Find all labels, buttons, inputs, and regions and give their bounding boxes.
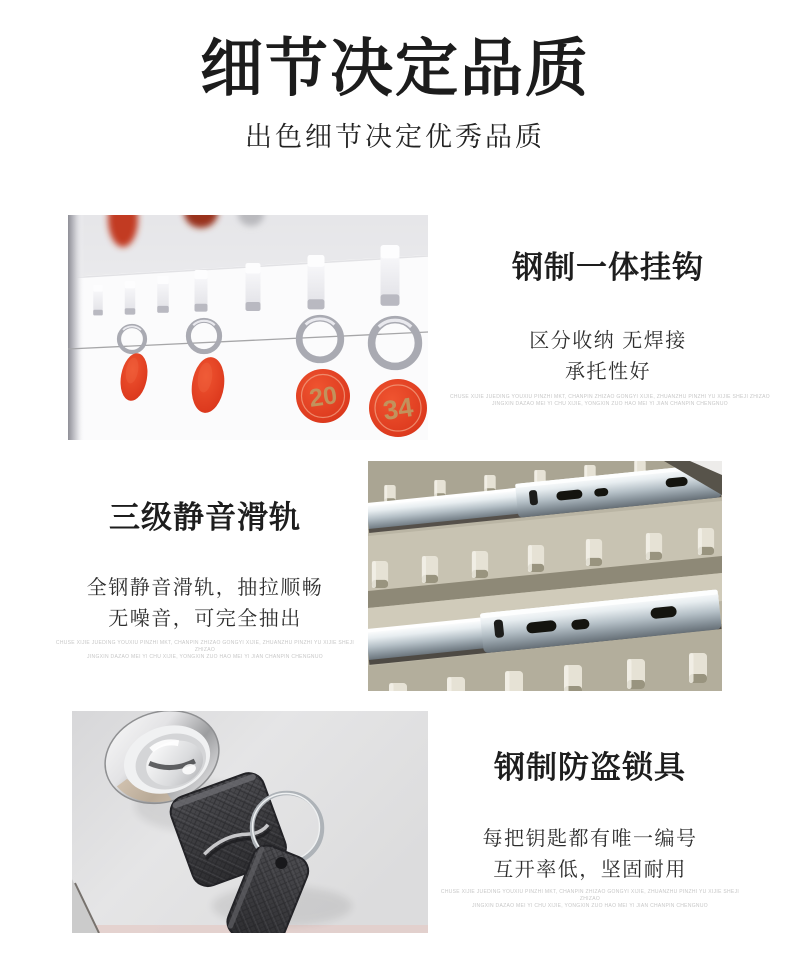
desc-line: 无噪音，可完全抽出 [108,608,302,630]
fine-print: CHUSE XIJIE JUEDING YOUXIU PINZHI MKT, CHANPIN ZHIZAO GONGYI XIJIE, ZHUANZHU PINZHI YU XIJIE SHEJI ZHIZAO JINGXIN DAZAO MEI YI CHU XIJIE, YONGXIN ZUO HAO MEI YI JIAN CHANPIN CHENGNUO [450,394,770,407]
feature-heading-rails: 三级静音滑轨 [109,500,301,535]
tag-number: 34 [381,392,416,426]
desc-line: 全钢静音滑轨，抽拉顺畅 [86,577,324,599]
page-subtitle: 出色细节决定优秀品质 [245,122,545,152]
lock-and-keys-photo [72,711,428,933]
key-tag-34 [369,379,427,437]
feature-desc-rails [30,573,380,635]
key-hooks-illustration [68,215,428,440]
slide-rails-illustration [368,461,722,691]
tag-number: 20 [307,381,339,413]
lock-illustration [72,711,428,933]
feature-desc-hooks [430,326,786,388]
desc-line: 区分收纳 无焊接 [529,330,687,352]
fine-print: CHUSE XIJIE JUEDING YOUXIU PINZHI MKT, CHANPIN ZHIZAO GONGYI XIJIE, ZHUANZHU PINZHI YU XIJIE SHEJI ZHIZAO JINGXIN DAZAO MEI YI CHU XIJIE, YONGXIN ZUO HAO MEI YI JIAN CHANPIN CHENGNUO [440,889,740,909]
page-title: 细节决定品质 [200,34,590,104]
key-tag-20 [296,369,350,423]
slide-rails-photo [368,461,722,691]
fine-print: CHUSE XIJIE JUEDING YOUXIU PINZHI MKT, CHANPIN ZHIZAO GONGYI XIJIE, ZHUANZHU PINZHI YU XIJIE SHEJI ZHIZAO JINGXIN DAZAO MEI YI CHU XIJIE, YONGXIN ZUO HAO MEI YI JIAN CHANPIN CHENGNUO [55,640,355,660]
feature-desc-lock [420,824,760,886]
feature-heading-lock: 钢制防盗锁具 [494,750,686,785]
desc-line: 承托性好 [565,361,651,383]
desc-line: 互开率低，坚固耐用 [493,859,687,881]
feature-heading-hooks: 钢制一体挂钩 [512,250,704,285]
cabinet-frame-edge [68,215,84,440]
key-hooks-photo [68,215,428,440]
desc-line: 每把钥匙都有唯一编号 [482,828,698,850]
